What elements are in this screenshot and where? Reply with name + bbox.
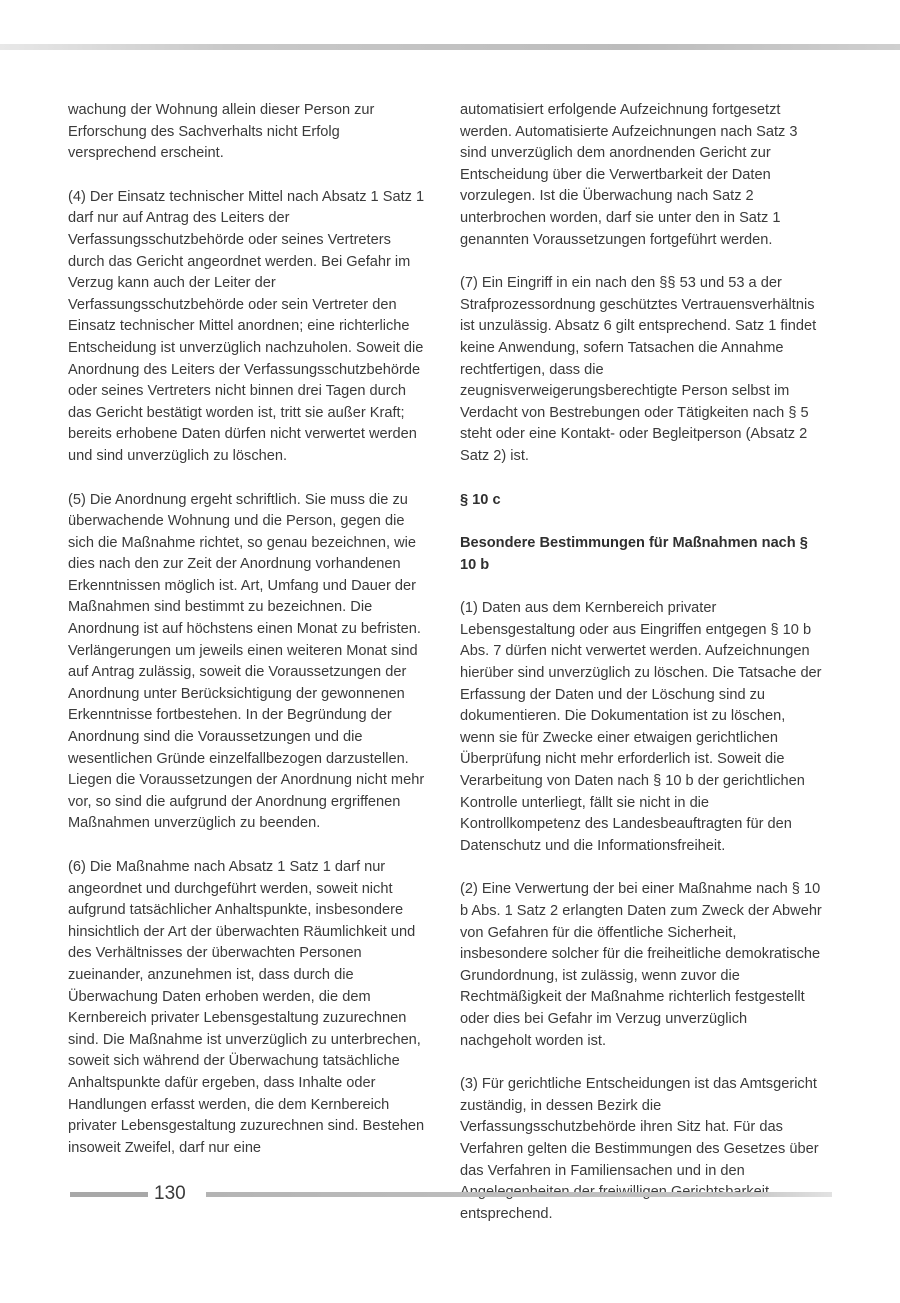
section-paragraph-3: (3) Für gerichtliche Entscheidungen ist das Amtsgericht zuständig, in dessen Bezirk die Verfassungsschutzbehörde ihren Sitz hat. Für das Verfahren gelten die Bestimmungen des Gesetzes über das Verfahren in Familiensachen und in den entsprechend. [460, 1076, 819, 1222]
section-title: Besondere Bestimmungen für Maßnahmen nach § 10 b [460, 535, 808, 573]
page-footer [70, 1181, 832, 1207]
section-paragraph-2: (2) Eine Verwertung der bei einer Maßnahme nach § 10 b Abs. 1 Satz 2 erlangten Daten zum Zweck der Abwehr von Gefahren für die öffentliche Sicherheit, insbesondere solcher für die freiheitliche demokratische Grundordnung, ist zulässig, wenn zuvor die Rechtmäßigkeit der Maßnahme richterlich festgestellt oder dies bei Gefahr im Verzug unverzüglich nachgeholt worden ist. [460, 881, 822, 1049]
footer-rule-left [70, 1192, 148, 1197]
header-rule [0, 44, 900, 50]
footer-rule-right [206, 1192, 832, 1197]
paragraph-continuation: wachung der Wohnung allein dieser Person zur Erforschung des Sachverhalts nicht Erfolg versprechend erscheint. [68, 102, 375, 162]
right-column [460, 100, 822, 1247]
paragraph-4: (4) Der Einsatz technischer Mittel nach Absatz 1 Satz 1 darf nur auf Antrag des Leiters der Verfassungsschutzbehörde oder seines Vertreters durch das Gericht angeordnet werden. Bei Gefahr im Verzug kann auch der Leiter der Verfassungsschutzbehörde oder sein Vertreter den Einsatz technischer Mittel anordnen; eine richterliche Entscheidung ist unverzüglich nachzuholen. Soweit die Anordnung des Leiters der Verfassungsschutzbehörde oder seines Vertreters nicht binnen drei Tagen durch das Gericht bestätigt worden ist, tritt sie außer Kraft; bereits erhobene Daten dürfen nicht verwertet werden und sind unverzüglich zu löschen. [68, 188, 425, 464]
paragraph-6: (6) Die Maßnahme nach Absatz 1 Satz 1 darf nur angeordnet und durchgeführt werden, soweit nicht aufgrund tatsächlicher Anhaltspunkte, insbesondere hinsichtlich der Art der überwachten Räumlichkeit und des Verhältnisses der überwachten Personen zueinander, anzunehmen ist, dass durch die Überwachung Daten erhoben werden, die dem Kernbereich privater Lebensgestaltung zuzurechnen sind. Die Maßnahme ist unverzüglich zu unterbrechen, soweit sich während der Überwachung tatsächliche Anhaltspunkte dafür ergeben, dass Inhalte oder Handlungen erfasst werden, die dem Kernbereich privater Lebensgestaltung zuzurechnen sind. Bestehen insoweit Zweifel, darf nur eine [68, 859, 425, 1156]
section-number: § 10 c [460, 491, 501, 508]
paragraph-6-continuation: automatisiert erfolgende Aufzeichnung fortgesetzt werden. Automatisierte Aufzeichnungen nach Satz 3 sind unverzüglich dem anordnenden Gericht zur Entscheidung über die Verwertbarkeit der Daten vorzulegen. Ist die Überwachung nach Satz 2 unterbrochen worden, darf sie unter den in Satz 1 genannten Voraussetzungen fortgeführt werden. [460, 102, 798, 248]
left-column [68, 100, 426, 1181]
section-paragraph-1: (1) Daten aus dem Kernbereich privater Lebensgestaltung oder aus Eingriffen entgegen § 10 b Abs. 7 dürfen nicht verwertet werden. Aufzeichnungen hierüber sind unverzüglich zu löschen. Die Tatsache der Erfassung der Daten und der Löschung sind zu dokumentieren. Die Dokumentation ist zu löschen, wenn sie für Zwecke einer etwaigen gerichtlichen Überprüfung nicht mehr erforderlich ist. Soweit die Verarbeitung von Daten nach § 10 b der gerichtlichen Kontrolle unterliegt, fällt sie nicht in die Kontrollkompetenz des Landesbeauftragten für den Datenschutz und die Informationsfreiheit. [460, 600, 822, 854]
page-number: 130 [154, 1183, 186, 1204]
paragraph-7: (7) Ein Eingriff in ein nach den §§ 53 und 53 a der Strafprozessordnung geschütztes Vertrauensverhältnis ist unzulässig. Absatz 6 gilt entsprechend. Satz 1 findet keine Anwendung, sofern Tatsachen die Annahme rechtfertigen, dass die zeugnisverweigerungsberechtigte Person selbst im Verdacht von Bestrebungen oder Tätigkeiten nach § 5 steht oder eine Kontakt- oder Begleitperson (Absatz 2 Satz 2) ist. [460, 275, 817, 464]
paragraph-5: (5) Die Anordnung ergeht schriftlich. Sie muss die zu überwachende Wohnung und die Person, gegen die sich die Maßnahme richtet, so genau bezeichnen, wie dies nach den zur Zeit der Anordnung vorhandenen Erkenntnissen möglich ist. Art, Umfang und Dauer der Maßnahmen sind bestimmt zu bezeichnen. Die Anordnung ist auf höchstens einen Monat zu befristen. Verlängerungen um jeweils einen weiteren Monat sind auf Antrag zulässig, soweit die Voraussetzungen der Anordnung unter Berücksichtigung der gewonnenen Erkenntnisse fortbestehen. In der Begründung der Anordnung sind die Voraussetzungen und die wesentlichen Gründe einzelfallbezogen darzustellen. Liegen die Voraussetzungen der Anordnung nicht mehr vor, so sind die aufgrund der Anordnung ergriffenen Maßnahmen unverzüglich zu beenden. [68, 491, 425, 832]
